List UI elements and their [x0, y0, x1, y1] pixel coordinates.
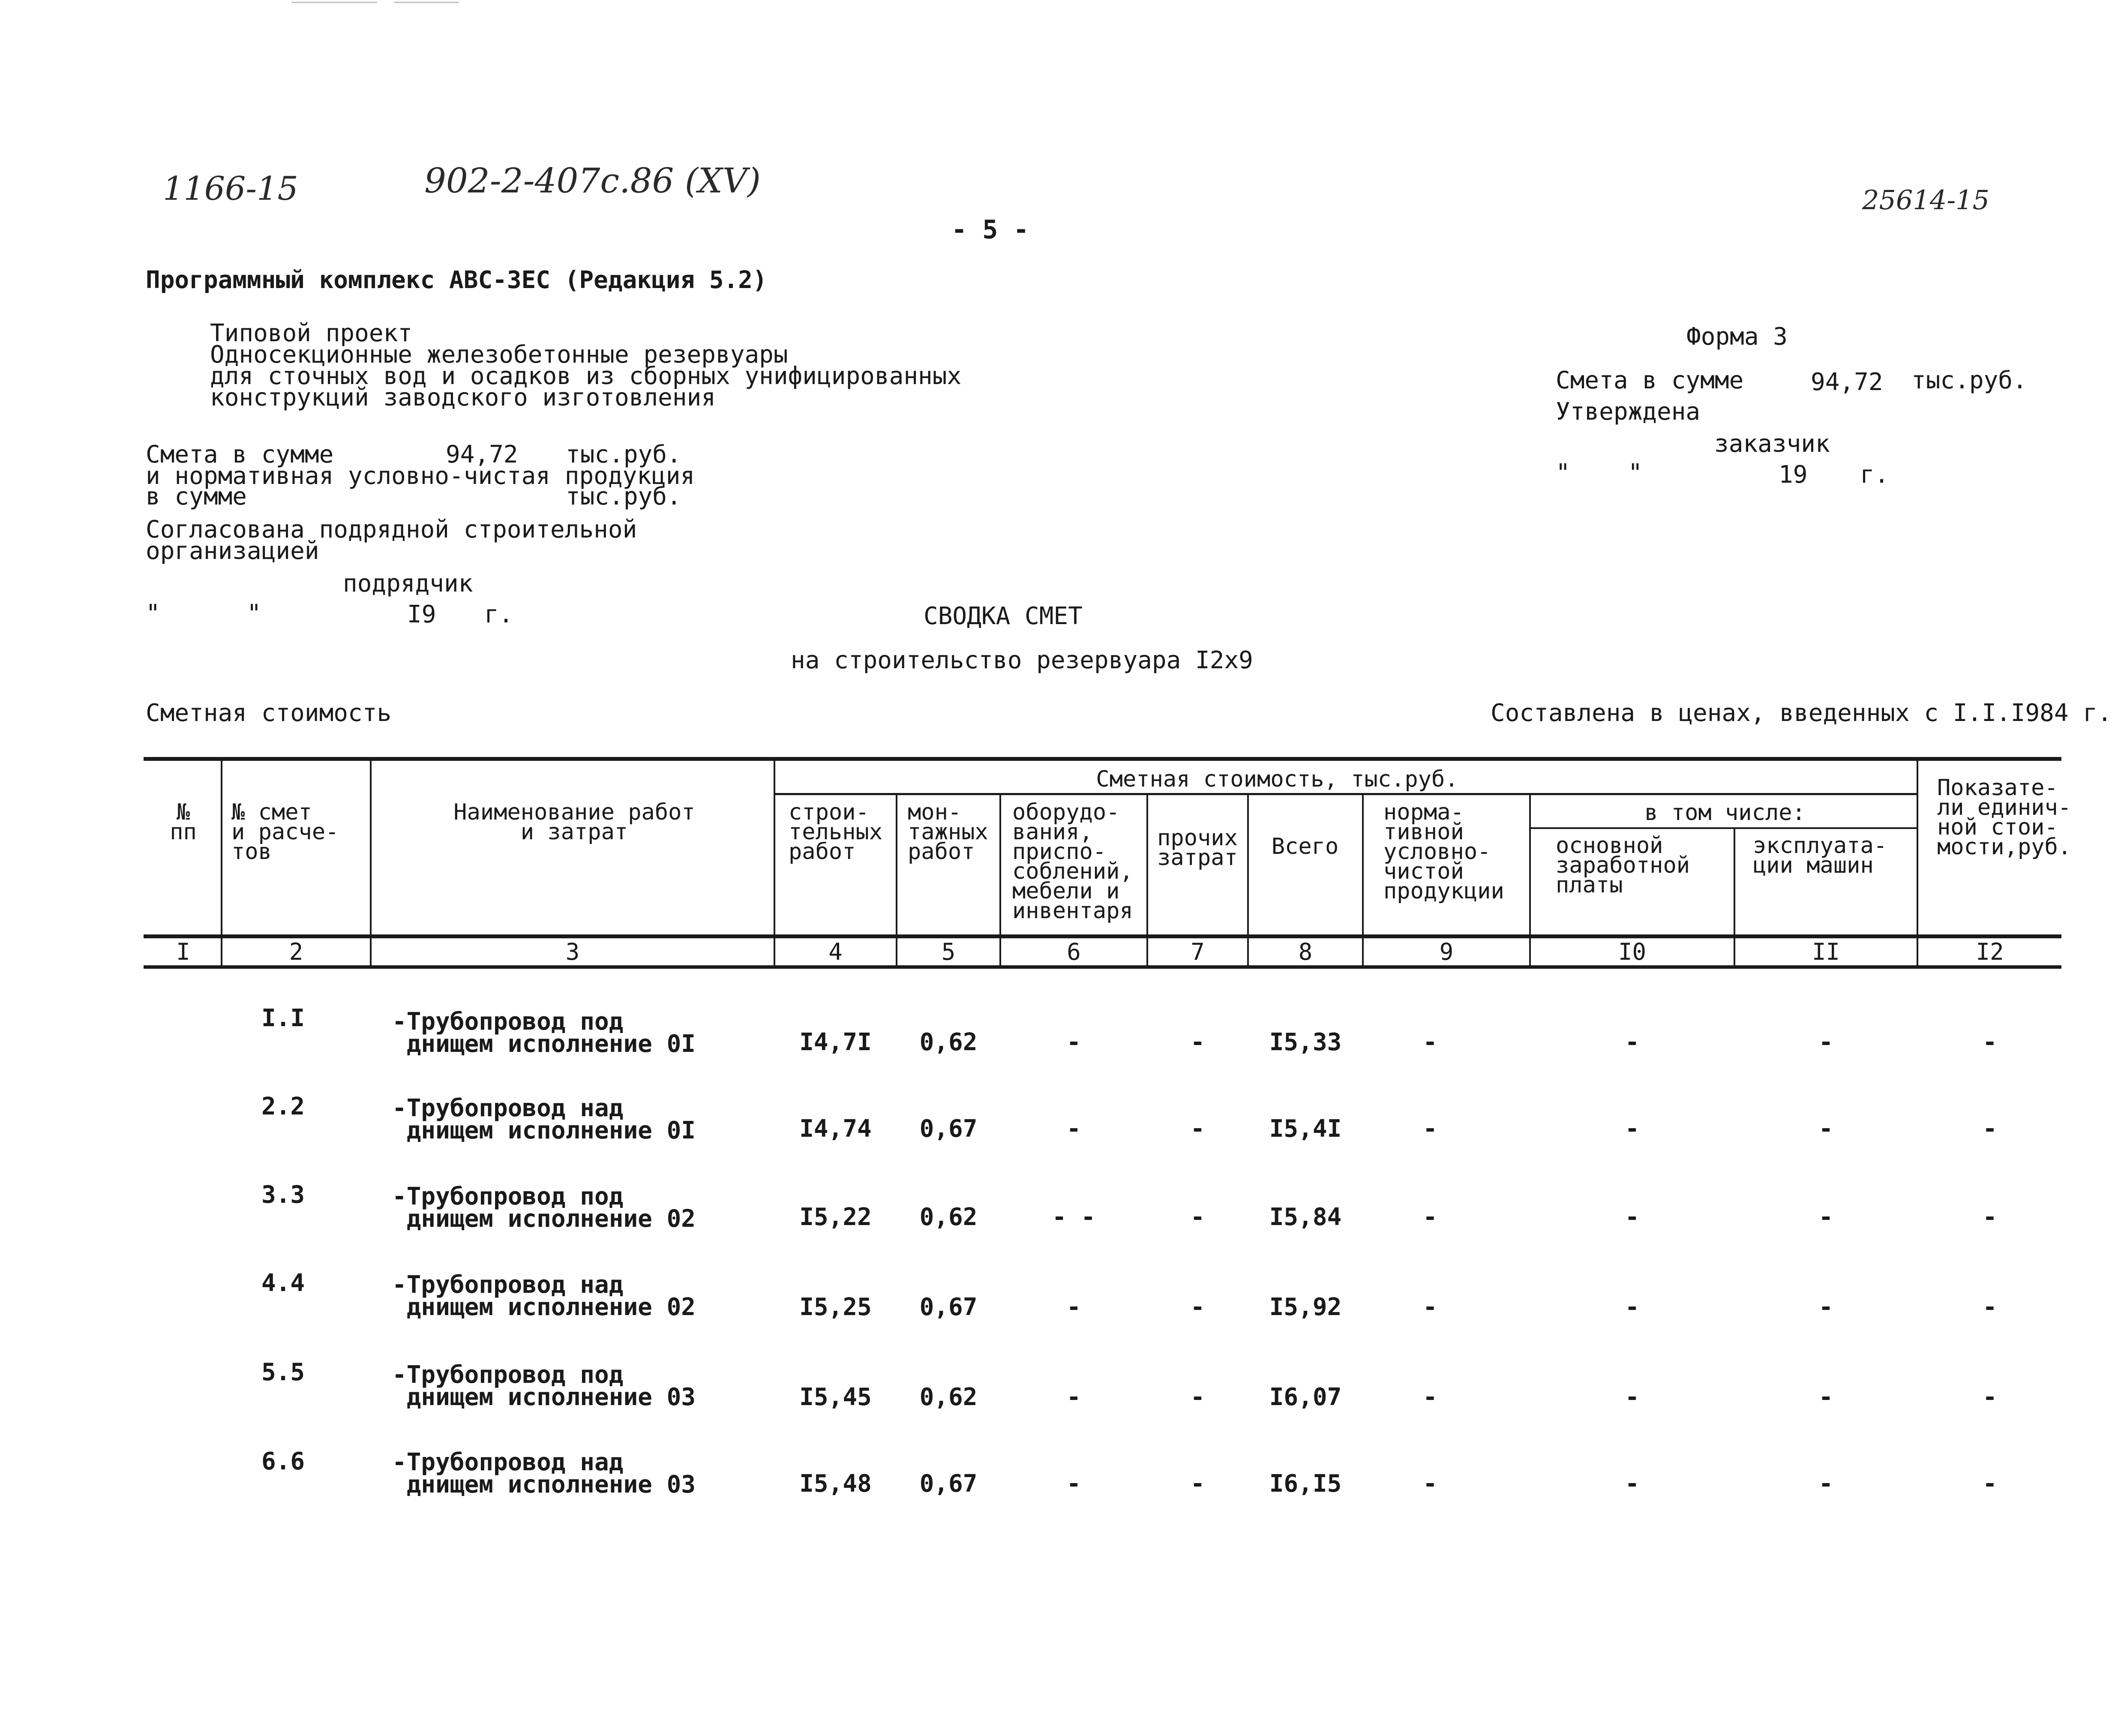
- row-6-c6: -: [1066, 1470, 1081, 1498]
- header-col-7: прочих затрат: [1157, 825, 1238, 871]
- header-col-11: эксплуата- ции машин: [1753, 833, 1887, 878]
- cost-label: Сметная стоимость: [146, 699, 392, 727]
- row-4-c6: -: [1066, 1293, 1081, 1321]
- row-2-c10: -: [1625, 1115, 1640, 1143]
- row-6-num: 6.6: [261, 1448, 305, 1475]
- col-number: 7: [1191, 938, 1205, 965]
- left-year-suffix: г.: [484, 601, 513, 628]
- col-number: I: [176, 938, 190, 965]
- row-2-c12: -: [1983, 1115, 1997, 1143]
- left-line-3-unit: тыс.руб.: [566, 483, 681, 511]
- header-unit-cost: Показате- ли единич- ной стои- мости,руб.: [1937, 775, 2072, 860]
- handwritten-project-code: 902-2-407с.86 (XV): [424, 161, 761, 201]
- col-number: 5: [941, 938, 956, 965]
- row-1-c9: -: [1423, 1028, 1437, 1056]
- row-5-c11: -: [1818, 1383, 1833, 1411]
- row-2-c7: -: [1190, 1115, 1205, 1143]
- left-smeta-label: Смета в сумме: [146, 441, 334, 469]
- scan-rule: [291, 2, 377, 3]
- row-1-c7: -: [1190, 1028, 1205, 1056]
- row-3-c8: I5,84: [1269, 1203, 1342, 1231]
- group-header-rule: [774, 793, 1917, 795]
- header-col-10: основной заработной платы: [1556, 833, 1690, 898]
- row-6-c9: -: [1423, 1470, 1437, 1498]
- row-4-num: 4.4: [261, 1269, 305, 1297]
- row-3-c5: 0,62: [919, 1203, 978, 1231]
- subgroup-header-rule: [1529, 827, 1917, 829]
- form-approved: Утверждена: [1556, 398, 1701, 426]
- col-divider: [221, 761, 222, 969]
- scan-rule: [394, 2, 459, 3]
- header-col-1: № пп: [170, 799, 197, 845]
- row-1-c4: I4,7I: [799, 1028, 872, 1056]
- col-numbers-bottom-rule: [144, 965, 2061, 969]
- row-5-c10: -: [1625, 1383, 1640, 1411]
- summary-title: СВОДКА СМЕТ: [924, 602, 1083, 630]
- row-6-c10: -: [1625, 1470, 1640, 1498]
- row-6-c5: 0,67: [919, 1470, 978, 1498]
- row-3-c6: - -: [1052, 1203, 1096, 1231]
- left-smeta-value: 94,72: [446, 441, 518, 469]
- row-5-c5: 0,62: [919, 1383, 978, 1411]
- header-col-6: оборудо- вания, приспо- соблений, мебели и инвентаря: [1012, 799, 1133, 924]
- row-3-c10: -: [1625, 1203, 1640, 1231]
- row-1-c6: -: [1066, 1028, 1081, 1056]
- form-year: 19: [1779, 461, 1808, 489]
- row-4-c5: 0,67: [919, 1293, 978, 1321]
- row-1-c8: I5,33: [1269, 1028, 1342, 1056]
- row-4-c10: -: [1625, 1293, 1640, 1321]
- project-line-4: конструкций заводского изготовления: [210, 384, 716, 411]
- table-top-rule: [144, 757, 2061, 761]
- row-2-num: 2.2: [261, 1093, 305, 1120]
- row-2-c5: 0,67: [919, 1115, 978, 1143]
- col-number: 4: [828, 938, 843, 965]
- group-header: Сметная стоимость, тыс.руб.: [1096, 766, 1458, 792]
- form-quote-marks: " ": [1556, 459, 1643, 487]
- row-4-c11: -: [1818, 1293, 1833, 1321]
- col-number: 2: [289, 938, 303, 965]
- left-line-3-label: в сумме: [146, 483, 247, 511]
- row-3-c12: -: [1983, 1203, 1997, 1231]
- row-5-num: 5.5: [261, 1358, 305, 1386]
- row-6-c7: -: [1190, 1470, 1205, 1498]
- left-year: I9: [407, 601, 436, 628]
- row-3-c7: -: [1190, 1203, 1205, 1231]
- left-line-2: и нормативная условно-чистая продукция: [146, 462, 695, 490]
- row-6-c12: -: [1983, 1470, 1997, 1498]
- row-2-name: -Трубопровод над днищем исполнение 0I: [392, 1094, 696, 1144]
- row-6-c8: I6,I5: [1269, 1470, 1342, 1498]
- row-1-c12: -: [1983, 1028, 1997, 1056]
- header-col-9: норма- тивной условно- чистой продукции: [1383, 799, 1504, 904]
- row-3-num: 3.3: [261, 1181, 305, 1209]
- project-line-2: Односекционные железобетонные резервуары: [210, 341, 788, 369]
- header-col-2: № смет и расче- тов: [231, 799, 339, 865]
- page-number: - 5 -: [951, 215, 1029, 245]
- row-3-name: -Трубопровод под днищем исполнение 02: [392, 1183, 696, 1233]
- row-6-name: -Трубопровод над днищем исполнение 03: [392, 1448, 696, 1499]
- col-number: I2: [1976, 938, 2004, 965]
- form-smeta-label: Смета в сумме: [1556, 366, 1744, 394]
- row-5-c8: I6,07: [1269, 1383, 1342, 1411]
- row-6-c11: -: [1818, 1470, 1833, 1498]
- row-2-c4: I4,74: [799, 1115, 872, 1143]
- left-agreed-2: организацией: [146, 537, 319, 565]
- row-3-c4: I5,22: [799, 1203, 872, 1231]
- row-3-c9: -: [1423, 1203, 1437, 1231]
- header-col-4: строи- тельных работ: [789, 799, 883, 865]
- col-divider: [370, 761, 372, 969]
- row-3-c11: -: [1818, 1203, 1833, 1231]
- col-number: II: [1812, 938, 1840, 965]
- left-agreed-1: Согласована подрядной строительной: [146, 516, 637, 544]
- header-col-5: мон- тажных работ: [908, 799, 988, 865]
- row-5-c9: -: [1423, 1383, 1437, 1411]
- project-line-3: для сточных вод и осадков из сборных унифицированных: [210, 362, 962, 390]
- form-year-suffix: г.: [1860, 461, 1889, 489]
- handwritten-left-number: 1166-15: [163, 169, 298, 207]
- form-smeta-unit: тыс.руб.: [1911, 366, 2027, 394]
- row-5-c12: -: [1983, 1383, 1997, 1411]
- left-quote-marks: " ": [146, 600, 261, 628]
- row-4-c8: I5,92: [1269, 1293, 1342, 1321]
- row-2-c9: -: [1423, 1115, 1437, 1143]
- row-1-num: I.I: [261, 1004, 305, 1032]
- row-1-c10: -: [1625, 1028, 1640, 1056]
- header-col-3: Наименование работ и затрат: [453, 799, 695, 845]
- left-smeta-unit: тыс.руб.: [566, 441, 681, 469]
- row-5-name: -Трубопровод под днищем исполнение 03: [392, 1361, 696, 1411]
- row-5-c4: I5,45: [799, 1383, 872, 1411]
- row-4-name: -Трубопровод над днищем исполнение 02: [392, 1271, 696, 1321]
- row-6-c4: I5,48: [799, 1470, 872, 1498]
- col-number: 8: [1298, 938, 1313, 965]
- col-number: 3: [565, 938, 580, 965]
- col-number: I0: [1618, 938, 1647, 965]
- left-contractor: подрядчик: [343, 570, 473, 598]
- row-4-c7: -: [1190, 1293, 1205, 1321]
- row-1-c11: -: [1818, 1028, 1833, 1056]
- row-5-c6: -: [1066, 1383, 1081, 1411]
- handwritten-right-number: 25614-15: [1862, 184, 1990, 216]
- col-number: 9: [1439, 938, 1454, 965]
- row-2-c11: -: [1818, 1115, 1833, 1143]
- prices-note: Составлена в ценах, введенных с I.I.I984 г.: [1491, 699, 2112, 727]
- row-4-c4: I5,25: [799, 1293, 872, 1321]
- row-1-c5: 0,62: [919, 1028, 978, 1056]
- form-smeta-value: 94,72: [1811, 368, 1883, 396]
- program-title: Программный комплекс АВС-ЗЕС (Редакция 5.2): [146, 266, 767, 294]
- header-col-8: Всего: [1271, 834, 1339, 859]
- header-bottom-rule: [144, 934, 2061, 938]
- row-2-c8: I5,4I: [1269, 1115, 1342, 1143]
- row-2-c6: -: [1066, 1115, 1081, 1143]
- col-number: 6: [1067, 938, 1081, 965]
- row-5-c7: -: [1190, 1383, 1205, 1411]
- row-4-c12: -: [1983, 1293, 1997, 1321]
- subgroup-header: в том числе:: [1644, 800, 1806, 826]
- summary-subtitle: на строительство резервуара I2х9: [791, 646, 1253, 674]
- row-1-name: -Трубопровод под днищем исполнение 0I: [392, 1008, 696, 1058]
- row-4-c9: -: [1423, 1293, 1437, 1321]
- form-title: Форма 3: [1686, 323, 1788, 351]
- project-line-1: Типовой проект: [210, 319, 413, 347]
- form-customer: заказчик: [1714, 430, 1830, 458]
- col-divider: [774, 761, 775, 969]
- col-divider: [1917, 761, 1918, 969]
